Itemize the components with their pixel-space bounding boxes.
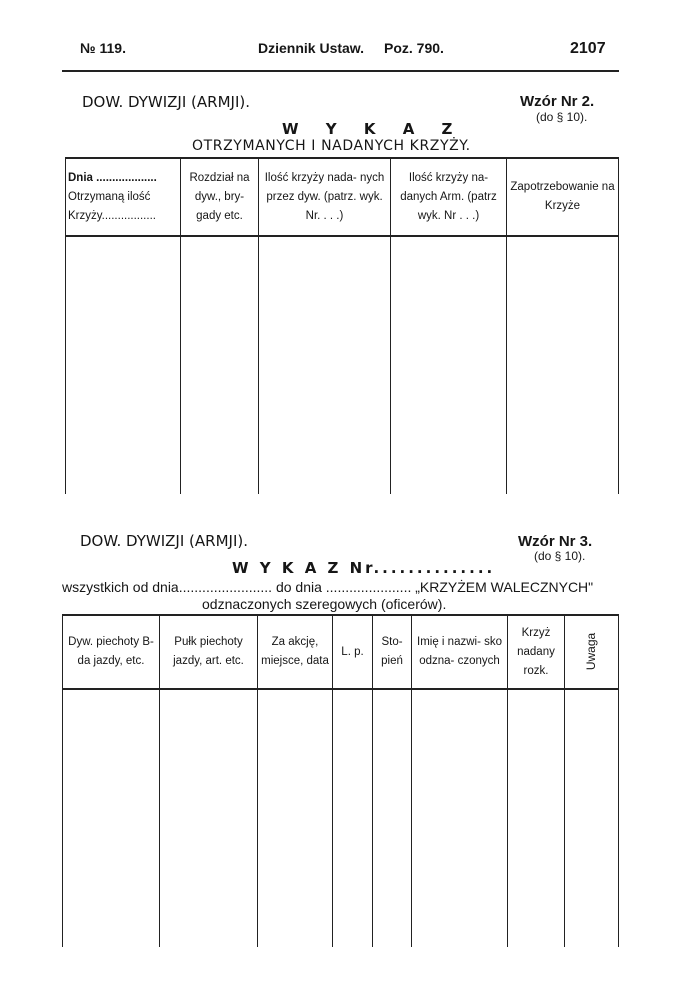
form3-cell xyxy=(412,689,508,947)
form3-col-remarks xyxy=(565,615,619,689)
form3-body-row xyxy=(63,689,619,947)
form3-line2: odznaczonych szeregowych (oficerów). xyxy=(202,596,447,612)
form2-col-demand: Zapotrzebowanie na Krzyże xyxy=(507,158,619,236)
form3-cell xyxy=(160,689,258,947)
form3-cell xyxy=(258,689,333,947)
form2-cell xyxy=(181,236,259,494)
form2-reference: (do § 10). xyxy=(536,110,588,124)
form2-cell xyxy=(391,236,507,494)
form3-cell xyxy=(333,689,373,947)
form3-reference: (do § 10). xyxy=(534,549,586,563)
form3-col-number: L. p. xyxy=(333,615,373,689)
form2-col-distribution: Rozdział na dyw., bry- gady etc. xyxy=(181,158,259,236)
form2-col-issued-by-army: Ilość krzyży na- danych Arm. (patrz wyk. Nr . . .) xyxy=(391,158,507,236)
form2-header-row xyxy=(66,158,619,236)
form3-col-cross-order: Krzyż nadany rozk. xyxy=(508,615,565,689)
form2-pattern: Wzór Nr 2. xyxy=(520,93,595,110)
form3-header-row xyxy=(63,615,619,689)
journal-title: Dziennik Ustaw. xyxy=(258,40,365,56)
form2-col-date-line1: Dnia ................... xyxy=(68,171,157,184)
form3-unit: DOW. DYWIZJI (ARMJI). xyxy=(80,532,248,550)
header-rule xyxy=(62,70,619,72)
form3-col-division: Dyw. piechoty B-da jazdy, etc. xyxy=(63,615,160,689)
form3-col-regiment: Pułk piechoty jazdy, art. etc. xyxy=(160,615,258,689)
form2-cell xyxy=(507,236,619,494)
form3-line1: wszystkich od dnia........................ do dnia ...................... „KRZYŻEM WALECZNYCH" xyxy=(62,579,594,595)
form3-col-rank: Sto- pień xyxy=(373,615,412,689)
form2-title: W Y K A Z xyxy=(282,120,464,138)
form2-col-issued-by-division: Ilość krzyży nada- nych przez dyw. (patrz. wyk. Nr. . . .) xyxy=(259,158,391,236)
form3-col-remarks-label: Uwaga xyxy=(583,632,598,671)
page-number: 2107 xyxy=(570,40,606,57)
form3-col-action: Za akcję, miejsce, data xyxy=(258,615,333,689)
issue-number: № 119. xyxy=(80,40,126,56)
form2-unit: DOW. DYWIZJI (ARMJI). xyxy=(82,93,250,111)
form2-body-row xyxy=(66,236,619,494)
form3-cell xyxy=(565,689,619,947)
form3-cell xyxy=(373,689,412,947)
form3-cell xyxy=(63,689,160,947)
form3-title: W Y K A Z Nr.............. xyxy=(232,559,496,577)
form2-cell xyxy=(66,236,181,494)
position-number: Poz. 790. xyxy=(384,40,444,56)
form2-table xyxy=(65,157,619,494)
form3-col-name: Imię i nazwi- sko odzna- czonych xyxy=(412,615,508,689)
form2-col-date-line2: Otrzymaną ilość xyxy=(68,190,151,203)
form3-cell xyxy=(508,689,565,947)
form2-col-date-line3: Krzyży................. xyxy=(68,209,156,222)
form3-table xyxy=(62,614,619,947)
form3-pattern: Wzór Nr 3. xyxy=(518,533,593,550)
form2-cell xyxy=(259,236,391,494)
form2-col-date xyxy=(66,158,181,236)
form2-subtitle: OTRZYMANYCH I NADANYCH KRZYŻY. xyxy=(192,138,471,154)
